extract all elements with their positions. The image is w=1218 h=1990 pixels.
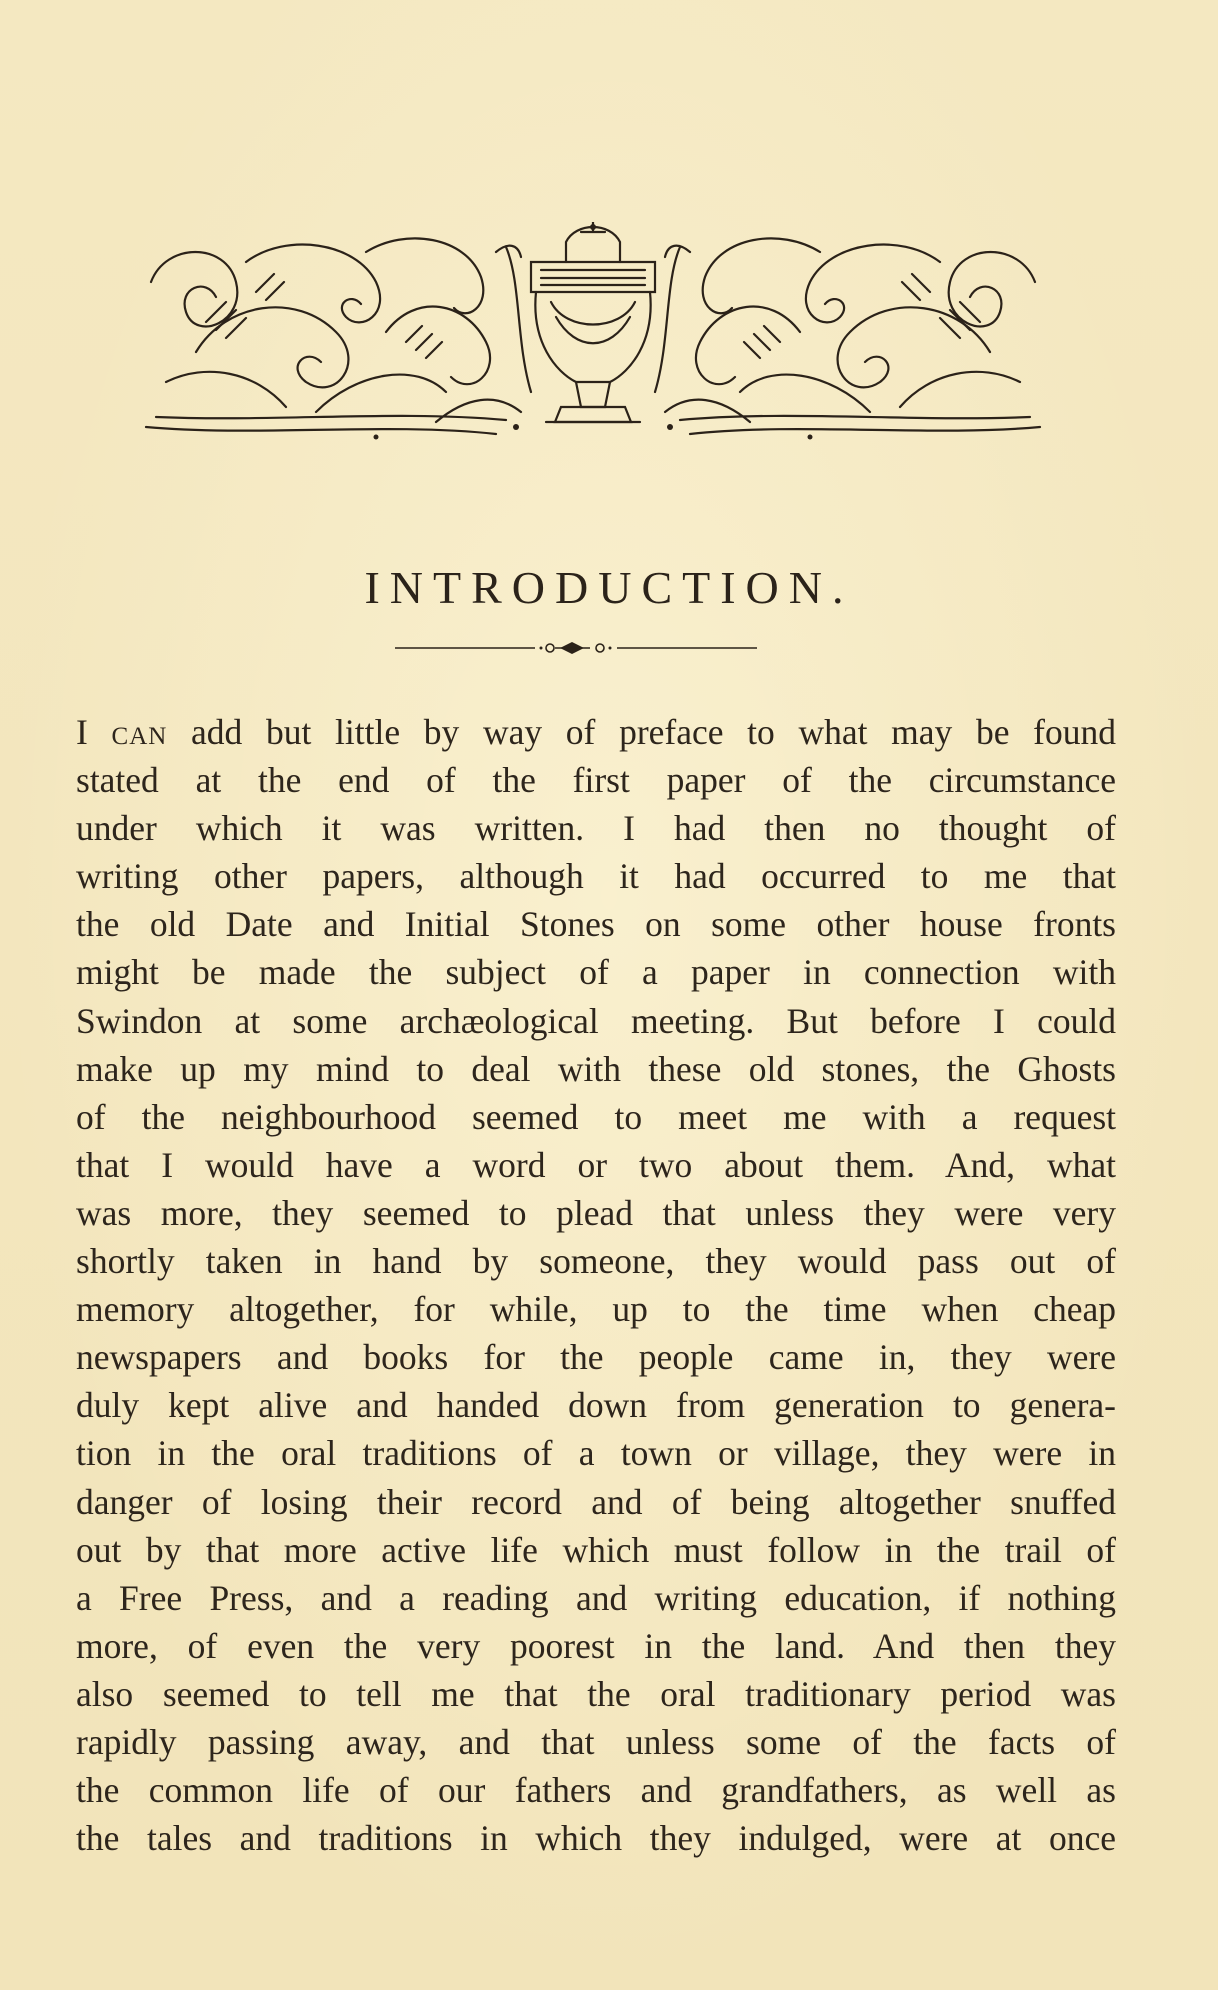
text-line: also seemed to tell me that the oral traditionary period was — [76, 1673, 1116, 1714]
text-line: stated at the end of the first paper of the circumstance — [76, 760, 1116, 801]
diamond-rule-divider-icon — [395, 640, 757, 656]
text-line: tion in the oral traditions of a town or village, they were in — [76, 1433, 1116, 1474]
text-line: might be made the subject of a paper in connection with — [76, 952, 1116, 993]
text-line: rapidly passing away, and that unless some of the facts of — [76, 1721, 1116, 1762]
text-line: the common life of our fathers and grandfathers, as well as — [76, 1770, 1116, 1811]
text-line: duly kept alive and handed down from generation to genera- — [76, 1385, 1116, 1426]
text-line: of the neighbourhood seemed to meet me with a request — [76, 1096, 1116, 1137]
text-line: newspapers and books for the people came in, they were — [76, 1337, 1116, 1378]
text-line: that I would have a word or two about them. And, what — [76, 1144, 1116, 1185]
text-line: writing other papers, although it had occurred to me that — [76, 856, 1116, 897]
text-line: a Free Press, and a reading and writing education, if nothing — [76, 1577, 1116, 1618]
text-line: shortly taken in hand by someone, they would pass out of — [76, 1241, 1116, 1282]
text-line: Swindon at some archæological meeting. But before I could — [76, 1000, 1116, 1041]
text-line: the tales and traditions in which they indulged, were at once — [76, 1818, 1116, 1859]
text-line: under which it was written. I had then no thought of — [76, 808, 1116, 849]
text-line: memory altogether, for while, up to the time when cheap — [76, 1289, 1116, 1330]
smallcaps-word: can — [111, 712, 168, 752]
text-line: was more, they seemed to plead that unless they were very — [76, 1192, 1116, 1233]
dropcap-word: I — [76, 712, 88, 752]
introduction-body — [76, 708, 1116, 1862]
text-line: I can add but little by way of preface to what may be found — [76, 712, 1117, 752]
text-line: danger of losing their record and of being altogether snuffed — [76, 1481, 1116, 1522]
page-title: INTRODUCTION. — [364, 561, 854, 613]
text-line: out by that more active life which must follow in the trail of — [76, 1529, 1116, 1570]
floral-headpiece-icon — [136, 222, 1050, 450]
text-line: more, of even the very poorest in the land. And then they — [76, 1625, 1116, 1666]
text-line: the old Date and Initial Stones on some other house fronts — [76, 904, 1116, 945]
text-line: make up my mind to deal with these old stones, the Ghosts — [76, 1048, 1116, 1089]
